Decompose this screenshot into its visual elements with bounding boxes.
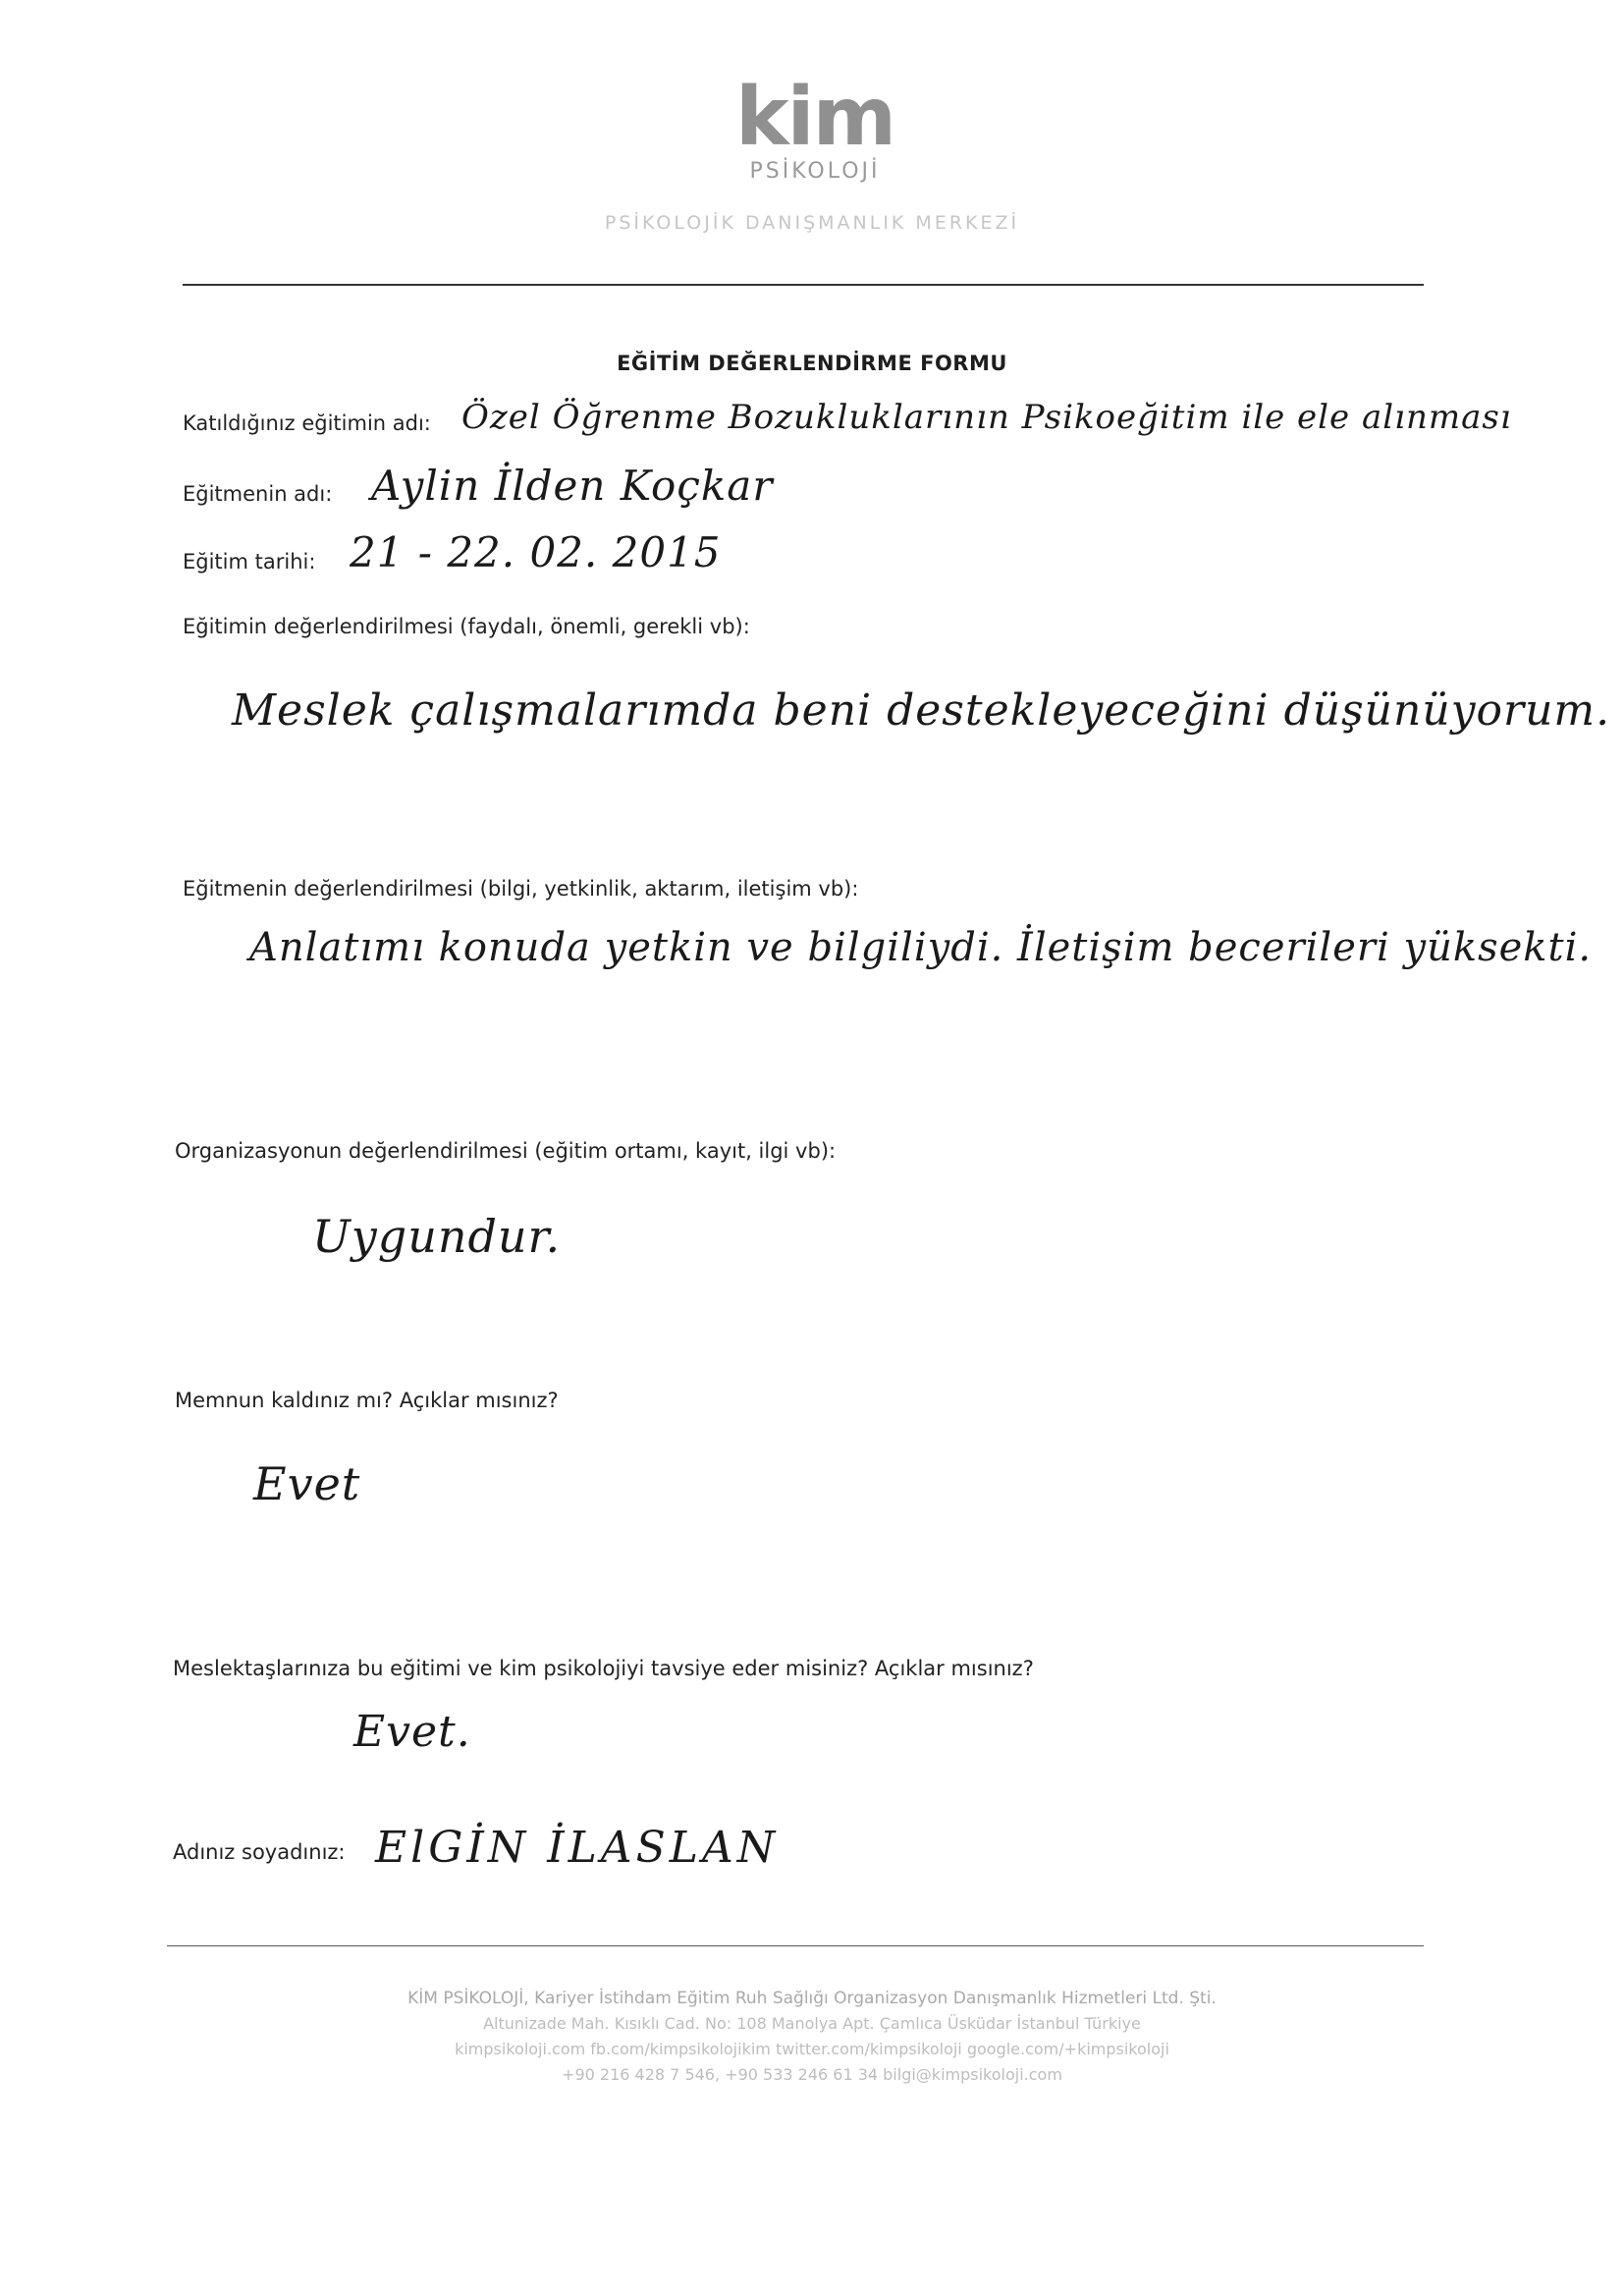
training-date-label: Eğitim tarihi: [183,550,316,574]
trainer-name-answer[interactable]: Aylin İlden Koçkar [371,462,774,510]
training-name-answer[interactable]: Özel Öğrenme Bozukluklarının Psikoeğitim ile ele alınması [461,398,1512,437]
footer-company-name: KİM PSİKOLOJİ, Kariyer İstihdam Eğitim Ruh Sağlığı Organizasyon Danışmanlık Hizmetleri Ltd. Şti. [407,1989,1217,2008]
satisfaction-answer[interactable]: Evet [253,1457,361,1510]
footer-address: Altunizade Mah. Kısıklı Cad. No: 108 Manolya Apt. Çamlıca Üsküdar İstanbul Türkiye [483,2014,1141,2033]
training-date-answer[interactable]: 21 - 22. 02. 2015 [350,528,722,576]
satisfaction-label: Memnun kaldınız mı? Açıklar mısınız? [175,1389,559,1412]
full-name-answer[interactable]: ElGİN İLASLAN [375,1823,780,1873]
logo-subtitle: PSİKOLOJİ [749,159,881,184]
footer-divider [167,1945,1424,1946]
trainer-name-label: Eğitmenin adı: [183,482,333,506]
training-eval-answer[interactable]: Meslek çalışmalarımda beni destekleyeceğini düşünüyorum. [232,685,1611,736]
training-name-label: Katıldığınız eğitimin adı: [183,411,431,435]
trainer-eval-answer[interactable]: Anlatımı konuda yetkin ve bilgiliydi. İletişim becerileri yüksekti. [249,925,1593,970]
full-name-label: Adınız soyadınız: [173,1840,346,1864]
company-logo [727,71,903,184]
logo-wordmark: kim [734,71,895,164]
training-eval-label: Eğitimin değerlendirilmesi (faydalı, önemli, gerekli vb): [183,615,750,638]
footer-contact: +90 216 428 7 546, +90 533 246 61 34 bilgi@kimpsikoloji.com [562,2065,1062,2084]
form-title: EĞİTİM DEĞERLENDİRME FORMU [617,352,1007,375]
organization-eval-answer[interactable]: Uygundur. [312,1210,562,1263]
footer-web-links: kimpsikoloji.com fb.com/kimpsikolojikim twitter.com/kimpsikoloji google.com/+kimpsikoloji [455,2040,1169,2058]
header-divider [183,284,1424,286]
company-tagline: PSİKOLOJİK DANIŞMANLIK MERKEZİ [604,212,1020,234]
organization-eval-label: Organizasyonun değerlendirilmesi (eğitim ortamı, kayıt, ilgi vb): [175,1139,837,1163]
company-footer [0,1986,1624,2088]
trainer-eval-label: Eğitmenin değerlendirilmesi (bilgi, yetkinlik, aktarım, iletişim vb): [183,877,859,901]
recommend-answer[interactable]: Evet. [353,1707,471,1757]
recommend-label: Meslektaşlarınıza bu eğitimi ve kim psikolojiyi tavsiye eder misiniz? Açıklar mısınız? [173,1657,1034,1680]
